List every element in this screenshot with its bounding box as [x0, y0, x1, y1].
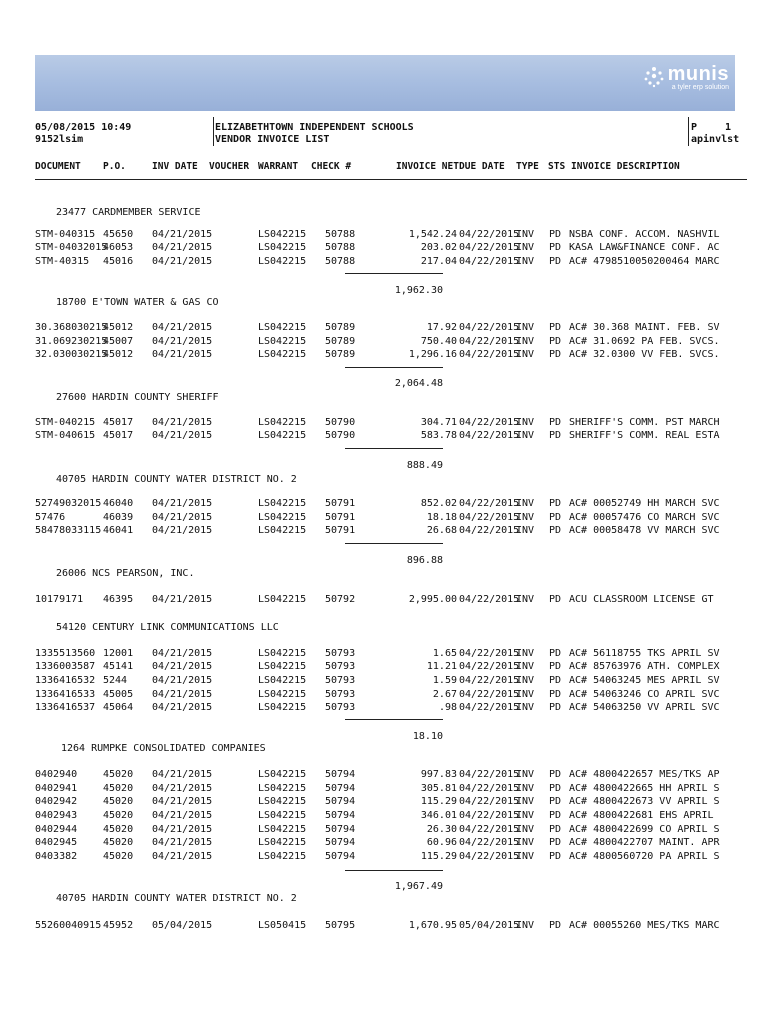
cell-document: 31.069230215 [35, 336, 108, 347]
cell-type: INV [516, 810, 535, 821]
cell-description: AC# 54063246 CO APRIL SVC [569, 689, 720, 700]
cell-warrant: LS042215 [258, 512, 307, 523]
vendor-total: 1,962.30 [394, 285, 443, 296]
cell-due-date: 04/22/2015 [459, 417, 520, 428]
cell-type: INV [516, 256, 535, 267]
cell-inv-date: 04/21/2015 [152, 525, 213, 536]
cell-po: 45012 [103, 322, 134, 333]
vendor-total: 896.88 [406, 555, 443, 566]
cell-po: 45952 [103, 920, 134, 931]
cell-invoice-net: 1,542.24 [408, 229, 457, 240]
cell-check: 50789 [325, 349, 356, 360]
cell-type: INV [516, 336, 535, 347]
cell-inv-date: 05/04/2015 [152, 920, 213, 931]
report-user: 9152lsim [35, 134, 84, 145]
cell-invoice-net: 346.01 [420, 810, 457, 821]
cell-inv-date: 04/21/2015 [152, 430, 213, 441]
cell-warrant: LS042215 [258, 648, 307, 659]
cell-sts: PD [549, 417, 562, 428]
cell-invoice-net: 852.02 [420, 498, 457, 509]
cell-inv-date: 04/21/2015 [152, 661, 213, 672]
cell-check: 50790 [325, 430, 356, 441]
cell-document: 0402943 [35, 810, 78, 821]
cell-check: 50792 [325, 594, 356, 605]
cell-invoice-net: 26.68 [426, 525, 457, 536]
cell-warrant: LS042215 [258, 837, 307, 848]
col-due-date: DUE DATE [459, 161, 505, 172]
cell-due-date: 04/22/2015 [459, 594, 520, 605]
cell-check: 50795 [325, 920, 356, 931]
header-rule [35, 179, 747, 180]
cell-invoice-net: 304.71 [420, 417, 457, 428]
cell-invoice-net: 18.18 [426, 512, 457, 523]
col-type: TYPE [516, 161, 539, 172]
vendor-name: 40705 HARDIN COUNTY WATER DISTRICT NO. 2 [56, 474, 297, 485]
cell-document: 32.030030215 [35, 349, 108, 360]
cell-check: 50791 [325, 512, 356, 523]
cell-inv-date: 04/21/2015 [152, 810, 213, 821]
col-invoice-net: INVOICE NET [396, 161, 459, 172]
cell-due-date: 04/22/2015 [459, 796, 520, 807]
cell-invoice-net: 115.29 [420, 851, 457, 862]
cell-po: 45017 [103, 417, 134, 428]
cell-warrant: LS042215 [258, 661, 307, 672]
cell-inv-date: 04/21/2015 [152, 689, 213, 700]
cell-check: 50793 [325, 661, 356, 672]
cell-type: INV [516, 689, 535, 700]
cell-due-date: 04/22/2015 [459, 512, 520, 523]
cell-description: KASA LAW&FINANCE CONF. AC [569, 242, 720, 253]
cell-warrant: LS042215 [258, 256, 307, 267]
cell-document: 1336416537 [35, 702, 96, 713]
subtotal-rule [345, 273, 443, 274]
cell-invoice-net: 11.21 [426, 661, 457, 672]
cell-type: INV [516, 661, 535, 672]
page-label: P [691, 122, 698, 133]
cell-document: STM-040215 [35, 417, 96, 428]
cell-document: STM-04032015 [35, 242, 108, 253]
cell-check: 50791 [325, 525, 356, 536]
cell-document: 52749032015 [35, 498, 102, 509]
cell-warrant: LS042215 [258, 525, 307, 536]
cell-invoice-net: 217.04 [420, 256, 457, 267]
cell-warrant: LS042215 [258, 417, 307, 428]
col-document: DOCUMENT [35, 161, 81, 172]
header-center-box [213, 117, 214, 146]
cell-inv-date: 04/21/2015 [152, 594, 213, 605]
vendor-name: 26006 NCS PEARSON, INC. [56, 568, 195, 579]
cell-check: 50794 [325, 769, 356, 780]
cell-description: ACU CLASSROOM LICENSE GT [569, 594, 714, 605]
cell-invoice-net: 26.30 [426, 824, 457, 835]
cell-description: AC# 4800422699 CO APRIL S [569, 824, 720, 835]
cell-due-date: 04/22/2015 [459, 498, 520, 509]
subtotal-rule [345, 719, 443, 720]
cell-document: 58478033115 [35, 525, 102, 536]
cell-type: INV [516, 594, 535, 605]
cell-check: 50794 [325, 796, 356, 807]
cell-po: 45017 [103, 430, 134, 441]
cell-warrant: LS042215 [258, 783, 307, 794]
page-number: 1 [725, 122, 732, 133]
report-title: VENDOR INVOICE LIST [215, 134, 330, 145]
cell-document: 1336416533 [35, 689, 96, 700]
cell-sts: PD [549, 256, 562, 267]
cell-type: INV [516, 349, 535, 360]
cell-description: AC# 4798510050200464 MARC [569, 256, 720, 267]
cell-sts: PD [549, 512, 562, 523]
cell-inv-date: 04/21/2015 [152, 242, 213, 253]
cell-inv-date: 04/21/2015 [152, 322, 213, 333]
cell-document: STM-40315 [35, 256, 90, 267]
cell-warrant: LS042215 [258, 594, 307, 605]
cell-inv-date: 04/21/2015 [152, 256, 213, 267]
cell-description: AC# 4800560720 PA APRIL S [569, 851, 720, 862]
cell-inv-date: 04/21/2015 [152, 824, 213, 835]
cell-document: 0403382 [35, 851, 78, 862]
cell-inv-date: 04/21/2015 [152, 349, 213, 360]
cell-type: INV [516, 824, 535, 835]
cell-sts: PD [549, 851, 562, 862]
cell-po: 45020 [103, 837, 134, 848]
vendor-name: 27600 HARDIN COUNTY SHERIFF [56, 392, 219, 403]
cell-warrant: LS042215 [258, 810, 307, 821]
cell-invoice-net: 750.40 [420, 336, 457, 347]
vendor-name: 23477 CARDMEMBER SERVICE [56, 207, 201, 218]
subtotal-rule [345, 543, 443, 544]
cell-invoice-net: 997.83 [420, 769, 457, 780]
vendor-name: 40705 HARDIN COUNTY WATER DISTRICT NO. 2 [56, 893, 297, 904]
cell-sts: PD [549, 525, 562, 536]
cell-description: AC# 54063245 MES APRIL SV [569, 675, 720, 686]
cell-check: 50793 [325, 702, 356, 713]
cell-warrant: LS042215 [258, 769, 307, 780]
cell-warrant: LS042215 [258, 242, 307, 253]
cell-due-date: 04/22/2015 [459, 675, 520, 686]
cell-sts: PD [549, 349, 562, 360]
brand-tagline: a tyler erp solution [671, 84, 729, 91]
col-description: INVOICE DESCRIPTION [571, 161, 680, 172]
cell-invoice-net: 1.59 [432, 675, 457, 686]
cell-po: 45020 [103, 769, 134, 780]
cell-due-date: 04/22/2015 [459, 430, 520, 441]
cell-sts: PD [549, 810, 562, 821]
cell-due-date: 04/22/2015 [459, 689, 520, 700]
cell-warrant: LS042215 [258, 229, 307, 240]
vendor-name: 18700 E'TOWN WATER & GAS CO [56, 297, 219, 308]
cell-type: INV [516, 525, 535, 536]
cell-warrant: LS042215 [258, 851, 307, 862]
cell-check: 50794 [325, 783, 356, 794]
cell-description: AC# 32.0300 VV FEB. SVCS. [569, 349, 720, 360]
cell-due-date: 04/22/2015 [459, 769, 520, 780]
cell-inv-date: 04/21/2015 [152, 796, 213, 807]
cell-document: 55260040915 [35, 920, 102, 931]
col-voucher: VOUCHER [209, 161, 250, 172]
cell-check: 50791 [325, 498, 356, 509]
cell-sts: PD [549, 242, 562, 253]
cell-type: INV [516, 417, 535, 428]
col-po: P.O. [103, 161, 126, 172]
cell-type: INV [516, 512, 535, 523]
cell-type: INV [516, 675, 535, 686]
cell-check: 50794 [325, 810, 356, 821]
cell-description: AC# 00057476 CO MARCH SVC [569, 512, 720, 523]
cell-invoice-net: 583.78 [420, 430, 457, 441]
cell-document: 0402940 [35, 769, 78, 780]
cell-due-date: 04/22/2015 [459, 322, 520, 333]
cell-invoice-net: 60.96 [426, 837, 457, 848]
cell-po: 45005 [103, 689, 134, 700]
cell-sts: PD [549, 689, 562, 700]
cell-sts: PD [549, 594, 562, 605]
cell-type: INV [516, 242, 535, 253]
cell-inv-date: 04/21/2015 [152, 702, 213, 713]
cell-due-date: 05/04/2015 [459, 920, 520, 931]
cell-type: INV [516, 498, 535, 509]
cell-check: 50794 [325, 851, 356, 862]
cell-description: AC# 85763976 ATH. COMPLEX [569, 661, 720, 672]
cell-sts: PD [549, 796, 562, 807]
cell-sts: PD [549, 498, 562, 509]
cell-due-date: 04/22/2015 [459, 229, 520, 240]
cell-po: 46040 [103, 498, 134, 509]
cell-type: INV [516, 769, 535, 780]
cell-warrant: LS042215 [258, 689, 307, 700]
cell-description: AC# 00052749 HH MARCH SVC [569, 498, 720, 509]
vendor-name: 54120 CENTURY LINK COMMUNICATIONS LLC [56, 622, 279, 633]
cell-due-date: 04/22/2015 [459, 702, 520, 713]
brand-name: munis [667, 63, 729, 85]
cell-warrant: LS042215 [258, 336, 307, 347]
cell-inv-date: 04/21/2015 [152, 498, 213, 509]
cell-po: 45020 [103, 810, 134, 821]
cell-warrant: LS042215 [258, 702, 307, 713]
cell-check: 50793 [325, 689, 356, 700]
vendor-total: 2,064.48 [394, 378, 443, 389]
cell-warrant: LS042215 [258, 349, 307, 360]
col-inv-date: INV DATE [152, 161, 198, 172]
cell-po: 45016 [103, 256, 134, 267]
cell-document: 10179171 [35, 594, 84, 605]
cell-invoice-net: 115.29 [420, 796, 457, 807]
cell-po: 46039 [103, 512, 134, 523]
cell-document: STM-040615 [35, 430, 96, 441]
cell-invoice-net: 305.81 [420, 783, 457, 794]
cell-document: 1336416532 [35, 675, 96, 686]
cell-invoice-net: 1,670.95 [408, 920, 457, 931]
cell-document: 30.368030215 [35, 322, 108, 333]
cell-invoice-net: 1,296.16 [408, 349, 457, 360]
cell-due-date: 04/22/2015 [459, 661, 520, 672]
cell-po: 45007 [103, 336, 134, 347]
cell-sts: PD [549, 783, 562, 794]
cell-warrant: LS042215 [258, 322, 307, 333]
cell-type: INV [516, 229, 535, 240]
cell-po: 46041 [103, 525, 134, 536]
cell-document: 0402942 [35, 796, 78, 807]
vendor-name: 1264 RUMPKE CONSOLIDATED COMPANIES [61, 743, 266, 754]
cell-due-date: 04/22/2015 [459, 336, 520, 347]
cell-warrant: LS042215 [258, 430, 307, 441]
cell-due-date: 04/22/2015 [459, 783, 520, 794]
cell-check: 50788 [325, 242, 356, 253]
cell-sts: PD [549, 920, 562, 931]
subtotal-rule [345, 870, 443, 871]
cell-document: 1335513560 [35, 648, 96, 659]
cell-sts: PD [549, 702, 562, 713]
cell-due-date: 04/22/2015 [459, 525, 520, 536]
cell-description: AC# 31.0692 PA FEB. SVCS. [569, 336, 720, 347]
cell-inv-date: 04/21/2015 [152, 783, 213, 794]
cell-po: 45650 [103, 229, 134, 240]
cell-check: 50789 [325, 336, 356, 347]
col-check: CHECK # [311, 161, 352, 172]
cell-po: 46395 [103, 594, 134, 605]
report-datetime: 05/08/2015 10:49 [35, 122, 132, 133]
cell-description: AC# 56118755 TKS APRIL SV [569, 648, 720, 659]
cell-inv-date: 04/21/2015 [152, 837, 213, 848]
cell-po: 5244 [103, 675, 128, 686]
col-warrant: WARRANT [258, 161, 299, 172]
subtotal-rule [345, 448, 443, 449]
report-banner [35, 55, 735, 111]
cell-po: 45020 [103, 824, 134, 835]
munis-logo-icon [642, 65, 666, 89]
program-name: apinvlst [691, 134, 740, 145]
cell-check: 50793 [325, 648, 356, 659]
cell-description: AC# 30.368 MAINT. FEB. SV [569, 322, 720, 333]
cell-description: AC# 54063250 VV APRIL SVC [569, 702, 720, 713]
vendor-total: 18.10 [412, 731, 443, 742]
cell-sts: PD [549, 336, 562, 347]
cell-description: SHERIFF'S COMM. REAL ESTA [569, 430, 720, 441]
cell-check: 50793 [325, 675, 356, 686]
cell-po: 46053 [103, 242, 134, 253]
cell-type: INV [516, 783, 535, 794]
cell-document: 57476 [35, 512, 66, 523]
cell-sts: PD [549, 837, 562, 848]
cell-due-date: 04/22/2015 [459, 349, 520, 360]
cell-type: INV [516, 702, 535, 713]
cell-warrant: LS050415 [258, 920, 307, 931]
cell-inv-date: 04/21/2015 [152, 336, 213, 347]
cell-type: INV [516, 430, 535, 441]
cell-po: 12001 [103, 648, 134, 659]
cell-inv-date: 04/21/2015 [152, 512, 213, 523]
cell-inv-date: 04/21/2015 [152, 417, 213, 428]
cell-check: 50794 [325, 824, 356, 835]
cell-sts: PD [549, 769, 562, 780]
cell-due-date: 04/22/2015 [459, 810, 520, 821]
cell-check: 50789 [325, 322, 356, 333]
cell-sts: PD [549, 229, 562, 240]
cell-check: 50790 [325, 417, 356, 428]
cell-description: AC# 4800422707 MAINT. APR [569, 837, 720, 848]
cell-po: 45020 [103, 796, 134, 807]
org-name: ELIZABETHTOWN INDEPENDENT SCHOOLS [215, 122, 414, 133]
cell-check: 50788 [325, 256, 356, 267]
cell-due-date: 04/22/2015 [459, 648, 520, 659]
cell-check: 50788 [325, 229, 356, 240]
cell-sts: PD [549, 661, 562, 672]
cell-warrant: LS042215 [258, 498, 307, 509]
cell-description: NSBA CONF. ACCOM. NASHVIL [569, 229, 720, 240]
cell-inv-date: 04/21/2015 [152, 769, 213, 780]
cell-type: INV [516, 648, 535, 659]
cell-due-date: 04/22/2015 [459, 837, 520, 848]
subtotal-rule [345, 367, 443, 368]
cell-sts: PD [549, 322, 562, 333]
cell-check: 50794 [325, 837, 356, 848]
cell-warrant: LS042215 [258, 796, 307, 807]
cell-invoice-net: 203.02 [420, 242, 457, 253]
cell-description: AC# 4800422657 MES/TKS AP [569, 769, 720, 780]
cell-type: INV [516, 920, 535, 931]
cell-po: 45064 [103, 702, 134, 713]
vendor-total: 1,967.49 [394, 881, 443, 892]
cell-due-date: 04/22/2015 [459, 256, 520, 267]
cell-description: AC# 4800422681 EHS APRIL [569, 810, 714, 821]
cell-document: STM-040315 [35, 229, 96, 240]
cell-type: INV [516, 837, 535, 848]
cell-inv-date: 04/21/2015 [152, 648, 213, 659]
cell-invoice-net: 17.92 [426, 322, 457, 333]
cell-type: INV [516, 796, 535, 807]
cell-po: 45141 [103, 661, 134, 672]
cell-description: SHERIFF'S COMM. PST MARCH [569, 417, 720, 428]
cell-type: INV [516, 322, 535, 333]
cell-sts: PD [549, 675, 562, 686]
cell-sts: PD [549, 648, 562, 659]
cell-inv-date: 04/21/2015 [152, 675, 213, 686]
cell-warrant: LS042215 [258, 824, 307, 835]
vendor-total: 888.49 [406, 460, 443, 471]
cell-due-date: 04/22/2015 [459, 851, 520, 862]
cell-description: AC# 4800422665 HH APRIL S [569, 783, 720, 794]
cell-inv-date: 04/21/2015 [152, 229, 213, 240]
cell-po: 45012 [103, 349, 134, 360]
cell-document: 0402941 [35, 783, 78, 794]
cell-invoice-net: 1.65 [432, 648, 457, 659]
cell-po: 45020 [103, 783, 134, 794]
cell-description: AC# 4800422673 VV APRIL S [569, 796, 720, 807]
munis-logo [668, 63, 729, 91]
cell-due-date: 04/22/2015 [459, 242, 520, 253]
cell-sts: PD [549, 430, 562, 441]
cell-type: INV [516, 851, 535, 862]
cell-invoice-net: 2,995.00 [408, 594, 457, 605]
cell-inv-date: 04/21/2015 [152, 851, 213, 862]
cell-po: 45020 [103, 851, 134, 862]
cell-description: AC# 00055260 MES/TKS MARC [569, 920, 720, 931]
cell-invoice-net: .98 [438, 702, 457, 713]
col-sts: STS [548, 161, 566, 172]
cell-description: AC# 00058478 VV MARCH SVC [569, 525, 720, 536]
cell-document: 0402945 [35, 837, 78, 848]
cell-document: 0402944 [35, 824, 78, 835]
cell-sts: PD [549, 824, 562, 835]
cell-document: 1336003587 [35, 661, 96, 672]
cell-warrant: LS042215 [258, 675, 307, 686]
cell-due-date: 04/22/2015 [459, 824, 520, 835]
cell-invoice-net: 2.67 [432, 689, 457, 700]
